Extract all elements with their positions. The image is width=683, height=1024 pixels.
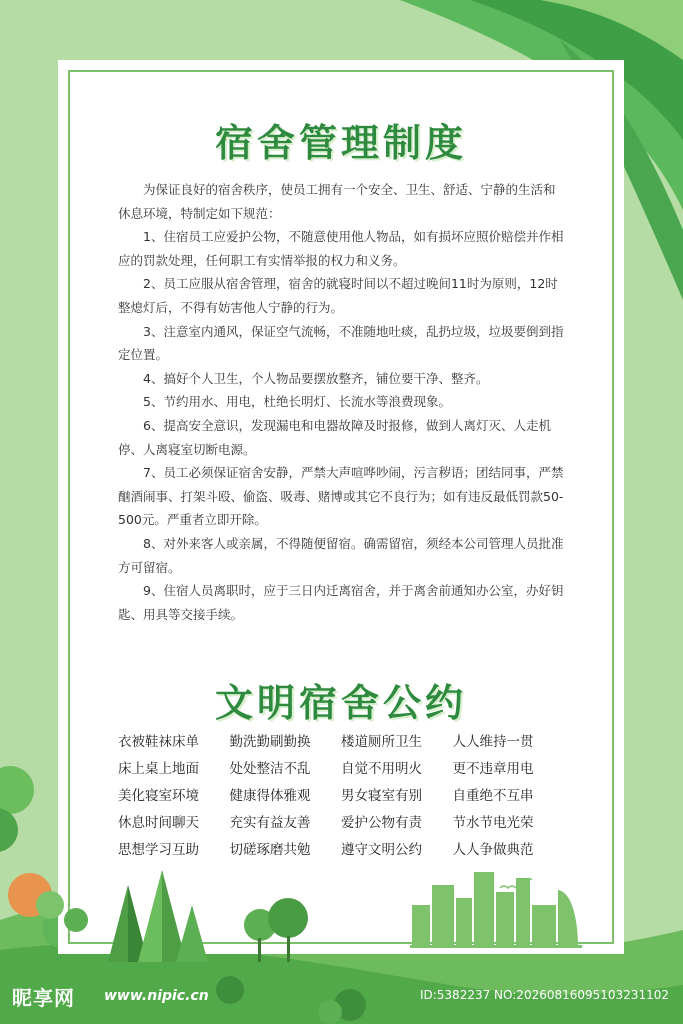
watermark-id: ID:5382237 NO:20260816095103231102: [419, 988, 669, 1002]
pledge-item: 床上桌上地面: [118, 760, 199, 777]
watermark-logo: 昵享网: [12, 986, 75, 1010]
rule-item: 3、注意室内通风，保证空气流畅，不准随地吐痰，乱扔垃圾，垃圾要倒到指定位置。: [118, 323, 564, 363]
pledge-item: 自觉不用明火: [341, 760, 422, 777]
rule-item: 1、住宿员工应爱护公物，不随意使用他人物品，如有损坏应照价赔偿并作相应的罚款处理，任何职工有实情举报的权力和义务。: [118, 229, 564, 268]
rule-item: 7、员工必须保证宿舍安静，严禁大声喧哗吵闹，污言秽语；团结同事，严禁酗酒闹事、打架斗殴、偷盗、吸毒、赌博或其它不良行为；如有违反最低罚款50-500元。严重者立即开除。: [118, 465, 564, 528]
rule-item: 5、节约用水、用电，杜绝长明灯、长流水等浪费现象。: [143, 394, 451, 410]
page-title: 宿舍管理制度: [214, 121, 467, 165]
rule-item: 8、对外来客人或亲属，不得随便留宿。确需留宿，须经本公司管理人员批准方可留宿。: [118, 535, 564, 575]
pledge-item: 男女寝室有别: [341, 787, 422, 804]
pledge-item: 人人争做典范: [452, 841, 534, 858]
pledge-item: 健康得体雅观: [229, 787, 311, 804]
pledge-item: 美化寝室环境: [118, 787, 199, 804]
pledge-item: 充实有益友善: [229, 814, 311, 831]
pledge-item: 切磋琢磨共勉: [229, 841, 311, 858]
pledge-item: 遵守文明公约: [341, 841, 422, 858]
rule-item: 4、搞好个人卫生，个人物品要摆放整齐，铺位要干净、整齐。: [143, 370, 489, 386]
pledge-item: 爱护公物有责: [341, 814, 422, 831]
pledge-item: 人人维持一贯: [452, 733, 534, 750]
intro-paragraph: 为保证良好的宿舍秩序，使员工拥有一个安全、卫生、舒适、宁静的生活和休息环境，特制定如下规范：: [118, 182, 556, 221]
pledge-item: 衣被鞋袜床单: [118, 733, 199, 750]
rule-item: 2、员工应服从宿舍管理，宿舍的就寝时间以不超过晚间11时为原则，12时整熄灯后，不得有妨害他人宁静的行为。: [118, 276, 558, 315]
rule-item: 9、住宿人员离职时，应于三日内迁离宿舍，并于离舍前通知办公室，办好钥匙、用具等交接手续。: [118, 583, 564, 622]
pledge-item: 节水节电光荣: [452, 814, 534, 831]
pledge-item: 处处整洁不乱: [229, 760, 311, 777]
pledge-item: 思想学习互助: [118, 841, 199, 858]
pledge-item: 楼道厕所卫生: [341, 733, 422, 750]
pledge-item: 自重绝不互串: [452, 787, 534, 804]
pledge-item: 休息时间聊天: [118, 814, 199, 831]
section-subtitle: 文明宿舍公约: [214, 681, 467, 725]
watermark-url: www.nipic.cn: [104, 988, 209, 1004]
pledge-item: 勤洗勤刷勤换: [229, 733, 311, 750]
rule-item: 6、提高安全意识，发现漏电和电器故障及时报修，做到人离灯灭、人走机停、人离寝室切断电源。: [118, 417, 551, 457]
pledge-item: 更不违章用电: [452, 760, 534, 777]
